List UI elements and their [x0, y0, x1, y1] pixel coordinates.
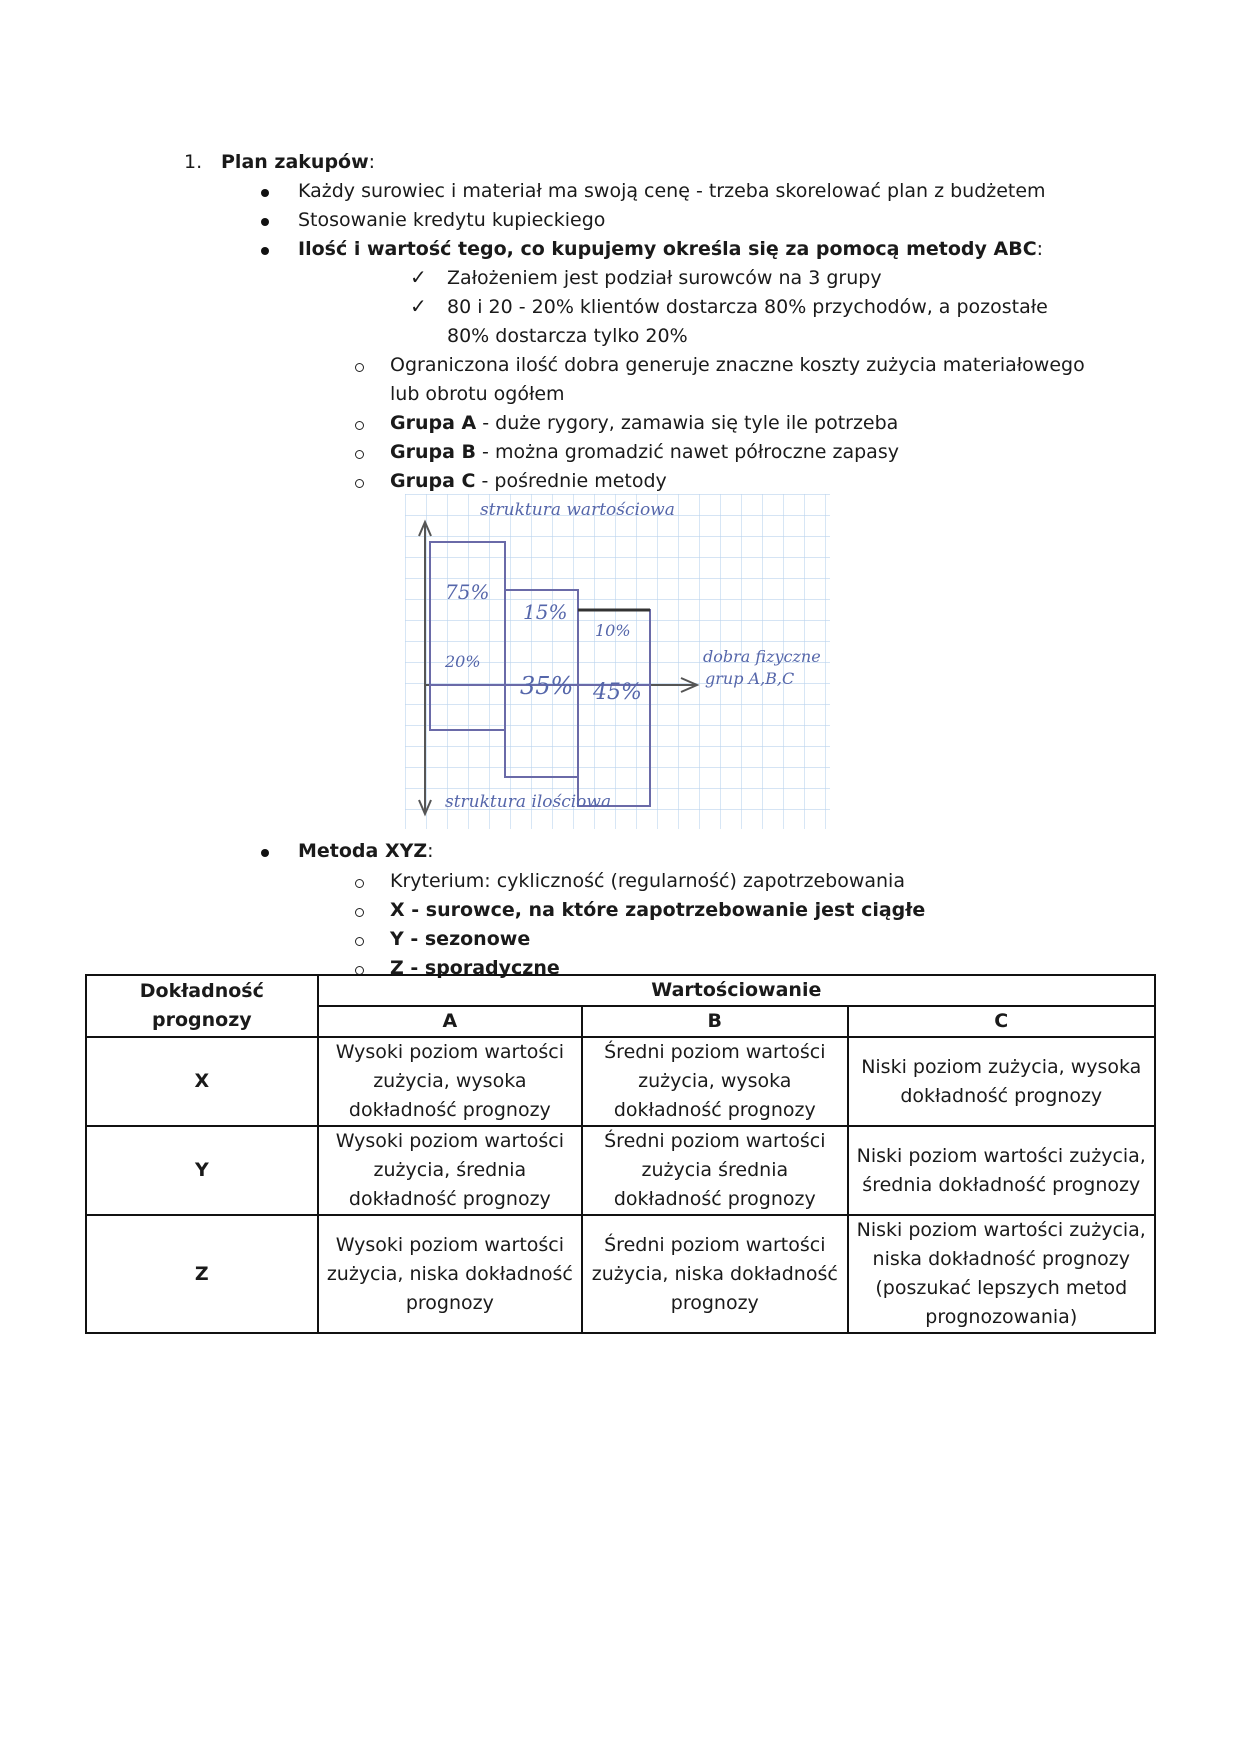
xyz-abc-table: [85, 974, 1156, 1334]
circle-bullet-icon: [355, 908, 364, 917]
xyz-title: [298, 840, 434, 862]
sketch-right-label-2: grup A,B,C: [705, 669, 795, 688]
table-header-row: [86, 975, 1155, 1006]
sub-item-continuation: lub obrotu ogółem: [390, 383, 565, 405]
circle-bullet-icon: [355, 421, 364, 430]
circle-bullet-icon: [355, 879, 364, 888]
check-item: 80 i 20 - 20% klientów dostarcza 80% przychodów, a pozostałe: [447, 296, 1048, 318]
table-group-header: Wartościowanie: [318, 975, 1155, 1006]
sketch-top-label: struktura wartościowa: [480, 500, 675, 520]
value-share-b: 15%: [523, 600, 568, 624]
sketch-right-label-1: dobra fizyczne: [703, 647, 821, 666]
group-label: Grupa A: [390, 412, 477, 434]
circle-bullet-icon: [355, 363, 364, 372]
table-cell: Średni poziom wartości zużycia, wysoka dokładność prognozy: [582, 1037, 847, 1126]
column-header-b: B: [582, 1006, 847, 1037]
abc-sketch: [405, 494, 830, 829]
table-row: [86, 1126, 1155, 1215]
group-text: - można gromadzić nawet półroczne zapasy: [476, 441, 899, 463]
group-item-c: [390, 470, 667, 492]
check-icon: ✓: [410, 294, 427, 318]
abc-title-text: Ilość i wartość tego, co kupujemy określa się za pomocą metody ABC: [298, 238, 1037, 260]
heading-title: [221, 151, 375, 173]
row-header-y: Y: [86, 1126, 318, 1215]
quantity-share-a: 20%: [445, 652, 481, 671]
table-cell: Średni poziom wartości zużycia, niska dokładność prognozy: [582, 1215, 847, 1333]
heading-number: 1.: [184, 151, 203, 173]
table-cell: Wysoki poziom wartości zużycia, niska dokładność prognozy: [318, 1215, 582, 1333]
table-cell: Niski poziom zużycia, wysoka dokładność prognozy: [848, 1037, 1155, 1126]
value-share-a: 75%: [445, 580, 490, 604]
table-cell: Niski poziom wartości zużycia, średnia dokładność prognozy: [848, 1126, 1155, 1215]
heading-title-text: Plan zakupów: [221, 151, 369, 173]
check-icon: ✓: [410, 265, 427, 289]
table-row: [86, 1037, 1155, 1126]
group-text: - duże rygory, zamawia się tyle ile potrzeba: [476, 412, 899, 434]
abc-title: [298, 238, 1043, 260]
xyz-item: Z - sporadyczne: [390, 957, 560, 979]
row-header-x: X: [86, 1037, 318, 1126]
column-header-a: A: [318, 1006, 582, 1037]
sketch-bottom-label: struktura ilościowa: [445, 792, 612, 812]
table-row: [86, 1215, 1155, 1333]
bullet-dot: [261, 247, 269, 255]
bullet-dot: [261, 218, 269, 226]
sub-item: Ograniczona ilość dobra generuje znaczne koszty zużycia materiałowego: [390, 354, 1085, 376]
bullet-dot: [261, 189, 269, 197]
circle-bullet-icon: [355, 937, 364, 946]
row-header-z: Z: [86, 1215, 318, 1333]
xyz-item: Kryterium: cykliczność (regularność) zapotrzebowania: [390, 870, 905, 892]
circle-bullet-icon: [355, 450, 364, 459]
abc-colon: :: [1036, 238, 1044, 260]
bullet-dot: [261, 849, 269, 857]
group-text: - pośrednie metody: [475, 470, 667, 492]
group-label: Grupa B: [390, 441, 477, 463]
value-share-c: 10%: [595, 621, 631, 640]
table-cell: Średni poziom wartości zużycia średnia dokładność prognozy: [582, 1126, 847, 1215]
table-cell: Wysoki poziom wartości zużycia, średnia dokładność prognozy: [318, 1126, 582, 1215]
bullet-item: Każdy surowiec i materiał ma swoją cenę - trzeba skorelować plan z budżetem: [298, 180, 1046, 202]
table-cell: Niski poziom wartości zużycia, niska dokładność prognozy (poszukać lepszych metod prognozowania): [848, 1215, 1155, 1333]
xyz-title-text: Metoda XYZ: [298, 840, 428, 862]
check-item: Założeniem jest podział surowców na 3 grupy: [447, 267, 882, 289]
check-item-continuation: 80% dostarcza tylko 20%: [447, 325, 688, 347]
bullet-item: Stosowanie kredytu kupieckiego: [298, 209, 606, 231]
table-corner-header: Dokładność prognozy: [86, 975, 318, 1037]
column-header-c: C: [848, 1006, 1155, 1037]
group-item-a: [390, 412, 898, 434]
xyz-item: X - surowce, na które zapotrzebowanie jest ciągłe: [390, 899, 926, 921]
group-label: Grupa C: [390, 470, 476, 492]
table-cell: Wysoki poziom wartości zużycia, wysoka dokładność prognozy: [318, 1037, 582, 1126]
group-item-b: [390, 441, 899, 463]
xyz-colon: :: [427, 840, 434, 862]
xyz-item: Y - sezonowe: [390, 928, 531, 950]
circle-bullet-icon: [355, 479, 364, 488]
heading-colon: :: [368, 151, 376, 173]
quantity-share-c: 45%: [593, 680, 642, 705]
quantity-share-b: 35%: [520, 672, 574, 700]
